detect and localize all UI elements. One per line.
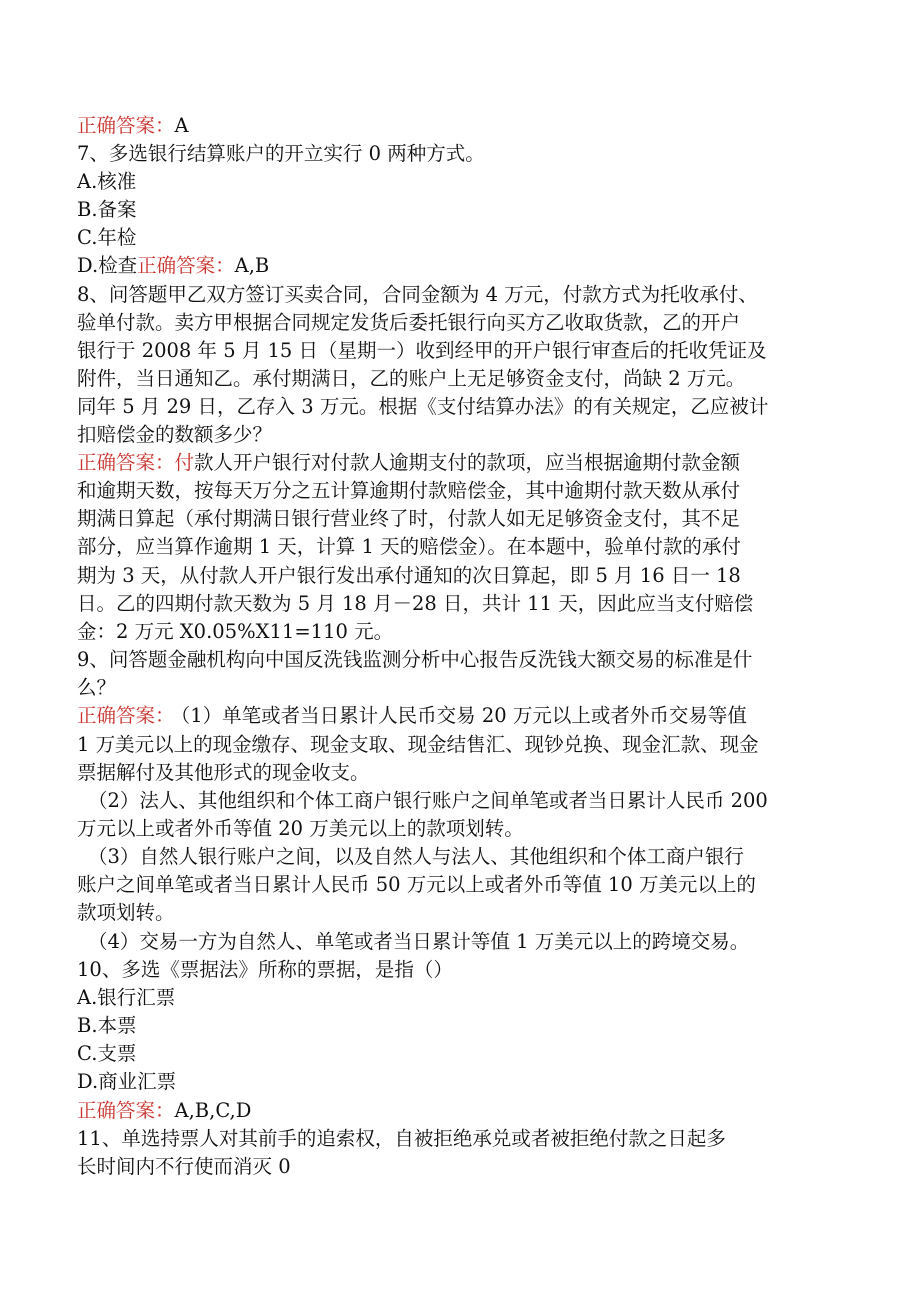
q9-answer-line (77, 702, 747, 730)
q7-option-c: C.年检 (77, 226, 137, 249)
q8-answer-line: 和逾期天数，按每天万分之五计算逾期付款赔偿金，其中逾期付款天数从承付 (77, 479, 741, 502)
q7-stem: 7、多选银行结算账户的开立实行 0 两种方式。 (77, 142, 485, 165)
q8-answer-line: 部分，应当算作逾期 1 天，计算 1 天的赔偿金）。在本题中，验单付款的承付 (77, 535, 741, 558)
q10-option-c: C.支票 (77, 1042, 137, 1065)
answer-label: 正确答案： (77, 451, 175, 474)
q9-answer-line: （2）法人、其他组织和个体工商户银行账户之间单笔或者当日累计人民币 200 (88, 789, 768, 812)
q9-stem-line: 9、问答题金融机构向中国反洗钱监测分析中心报告反洗钱大额交易的标准是什 (77, 648, 753, 671)
q9-answer-line: 款项划转。 (77, 901, 175, 924)
answer-label: 正确答案： (77, 114, 175, 137)
answer-label: 正确答案： (77, 1099, 175, 1122)
q7-option-b: B.备案 (77, 198, 137, 221)
q8-answer-line (77, 449, 740, 477)
answer-first-char: 付 (174, 451, 195, 474)
answer-label: 正确答案： (77, 704, 175, 727)
answer-value: A (174, 114, 189, 137)
q6-answer (77, 112, 189, 140)
q10-option-b: B.本票 (77, 1014, 137, 1037)
q10-option-a: A.银行汇票 (77, 986, 176, 1009)
answer-text: 款人开户银行对付款人逾期支付的款项，应当根据逾期付款金额 (194, 451, 741, 474)
q7-option-d: D.检查 (77, 254, 138, 277)
answer-value: A,B (234, 254, 270, 277)
q9-answer-line: 票据解付及其他形式的现金收支。 (77, 761, 370, 784)
q9-answer-line: 账户之间单笔或者当日累计人民币 50 万元以上或者外币等值 10 万美元以上的 (77, 873, 756, 896)
q7-option-a: A.核准 (77, 170, 137, 193)
answer-value: A,B,C,D (174, 1099, 252, 1122)
q9-answer-line: （3）自然人银行账户之间，以及自然人与法人、其他组织和个体工商户银行 (88, 845, 744, 868)
q7-option-d-and-answer (77, 252, 269, 280)
q8-stem-line: 附件，当日通知乙。承付期满日，乙的账户上无足够资金支付，尚缺 2 万元。 (77, 367, 746, 390)
q8-stem-line: 验单付款。卖方甲根据合同规定发货后委托银行向买方乙收取货款，乙的开户 (77, 311, 741, 334)
q11-stem-line: 长时间内不行使而消灭 0 (77, 1155, 291, 1178)
q10-answer (77, 1097, 251, 1125)
q9-answer-line: 1 万美元以上的现金缴存、现金支取、现金结售汇、现钞兑换、现金汇款、现金 (77, 733, 759, 756)
q8-stem-line: 8、问答题甲乙双方签订买卖合同，合同金额为 4 万元，付款方式为托收承付、 (77, 283, 758, 306)
q9-answer-line: 万元以上或者外币等值 20 万美元以上的款项划转。 (77, 817, 524, 840)
q11-stem-line: 11、单选持票人对其前手的追索权，自被拒绝承兑或者被拒绝付款之日起多 (77, 1127, 726, 1150)
answer-label: 正确答案： (137, 254, 235, 277)
q10-stem: 10、多选《票据法》所称的票据，是指（） (77, 958, 453, 981)
q8-stem-line: 银行于 2008 年 5 月 15 日（星期一）收到经甲的开户银行审查后的托收凭证及 (77, 339, 767, 362)
q8-answer-line: 日。乙的四期付款天数为 5 月 18 月－28 日，共计 11 天，因此应当支付赔偿 (77, 592, 754, 615)
q10-option-d: D.商业汇票 (77, 1070, 177, 1093)
q8-answer-line: 期满日算起（承付期满日银行营业终了时，付款人如无足够资金支付，其不足 (77, 507, 741, 530)
q8-stem-line: 同年 5 月 29 日，乙存入 3 万元。根据《支付结算办法》的有关规定，乙应被计 (77, 395, 769, 418)
q8-answer-line: 金：2 万元 X0.05%X11=110 元。 (77, 620, 394, 643)
q8-stem-line: 扣赔偿金的数额多少？ (77, 423, 273, 446)
q9-answer-line: （4）交易一方为自然人、单笔或者当日累计等值 1 万美元以上的跨境交易。 (88, 930, 750, 953)
q8-answer-line: 期为 3 天，从付款人开户银行发出承付通知的次日算起，即 5 月 16 日一 18 (77, 564, 741, 587)
q9-stem-line: 么？ (77, 676, 117, 699)
answer-text: （1）单笔或者当日累计人民币交易 20 万元以上或者外币交易等值 (180, 704, 747, 727)
